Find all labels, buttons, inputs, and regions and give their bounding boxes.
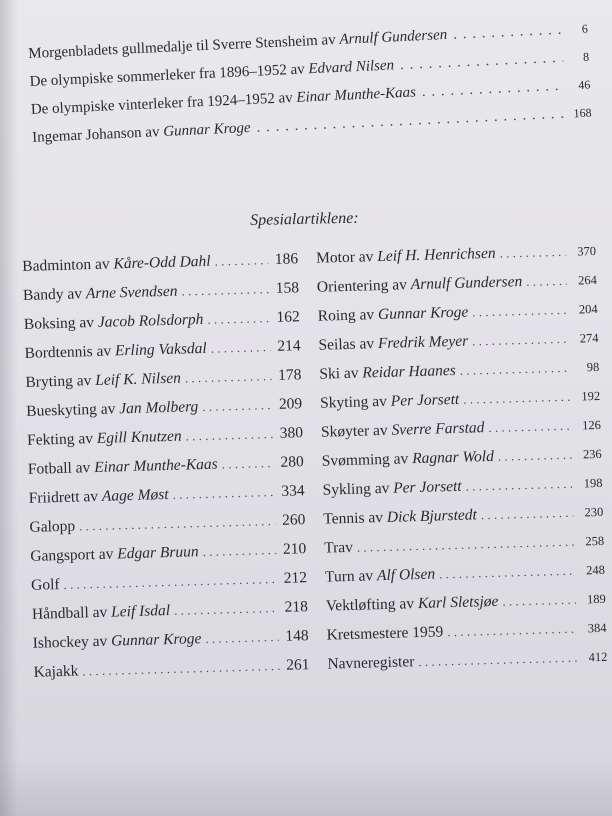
entry-text	[326, 593, 499, 616]
entry-page-number: 168	[573, 105, 592, 121]
entry-author: Edgar Bruun	[117, 543, 199, 563]
entry-author: Gunnar Kroge	[162, 119, 251, 140]
entry-by: av	[83, 487, 99, 506]
dot-leader	[463, 389, 570, 408]
entry-title: Navneregister	[327, 653, 415, 673]
contents-columns	[22, 242, 608, 681]
entry-page-number: 260	[281, 511, 306, 529]
entry-title: Badminton	[22, 256, 92, 275]
entry-text	[326, 623, 443, 644]
entry-author: Gunnar Kroge	[110, 630, 202, 650]
dot-leader	[185, 426, 273, 444]
entry-title: Skøyter	[320, 422, 370, 441]
entry-by: av	[100, 400, 116, 418]
dot-leader	[488, 418, 571, 436]
entry-page-number: 264	[577, 272, 598, 288]
entry-title: Bordtennis	[24, 343, 93, 362]
entry-text	[319, 362, 456, 384]
entry-text	[26, 398, 199, 421]
entry-text	[33, 630, 202, 653]
dot-leader	[202, 397, 272, 415]
entry-by: av	[278, 90, 294, 107]
page-gutter-shadow	[0, 0, 18, 816]
entry-title: Seilas	[318, 335, 356, 354]
entry-title: De olympiske vinterleker fra 1924–1952	[30, 90, 276, 118]
entry-by: av	[79, 314, 95, 332]
dot-leader	[499, 244, 566, 262]
dot-leader	[439, 563, 575, 583]
entry-by: av	[98, 545, 114, 563]
entry-title: Trav	[323, 538, 354, 557]
entry-page-number: 212	[283, 569, 308, 587]
entry-by: av	[76, 372, 92, 390]
entry-page-number: 204	[578, 301, 598, 317]
section-heading: Spesialartiklene:	[250, 209, 359, 229]
entry-by: av	[290, 61, 306, 79]
entry-author: Jacob Rolsdorph	[97, 310, 204, 331]
entry-title: De olympiske sommerleker fra 1896–1952	[29, 62, 288, 90]
entry-page-number: 236	[582, 446, 602, 462]
entry-title: Friidrett	[28, 488, 80, 507]
entry-by: av	[368, 509, 384, 527]
entry-author: Edvard Nilsen	[308, 57, 395, 78]
entry-by: av	[393, 450, 409, 468]
entry-text	[324, 539, 353, 558]
entry-page-number: 158	[275, 279, 300, 297]
entry-text	[318, 333, 468, 355]
entry-author: Gunnar Kroge	[377, 303, 469, 324]
entry-title: Skyting	[319, 393, 369, 412]
entry-by: av	[92, 603, 108, 622]
entry-by: av	[321, 32, 337, 49]
entry-title: Svømming	[321, 450, 391, 470]
entry-by: av	[343, 364, 359, 383]
entry-title: Kretsmestere 1959	[326, 623, 444, 644]
dot-leader	[205, 629, 279, 647]
entry-title: Turn	[324, 567, 355, 586]
entry-title: Motor	[315, 248, 356, 267]
entry-author: Leif H. Henrichsen	[377, 244, 496, 266]
entry-text	[322, 448, 495, 471]
dot-leader	[453, 22, 562, 44]
entry-text	[31, 576, 60, 595]
entry-title: Vektløfting	[325, 595, 396, 615]
dot-leader	[481, 505, 574, 524]
entry-page-number: 46	[578, 77, 591, 93]
entry-title: Bryting	[25, 372, 74, 391]
dot-leader	[502, 592, 576, 610]
entry-title: Fekting	[26, 430, 75, 449]
entry-text	[27, 428, 182, 450]
contents-left-column	[22, 250, 310, 693]
entry-by: av	[372, 392, 388, 411]
entry-text	[28, 486, 168, 508]
entry-author: Alf Olsen	[376, 565, 436, 585]
entry-page-number: 280	[280, 453, 305, 471]
dot-leader	[214, 252, 268, 269]
entry-title: Ski	[319, 365, 341, 383]
entry-author: Einar Munthe-Kaas	[296, 84, 417, 106]
dot-leader	[181, 281, 269, 299]
entry-author: Arne Svendsen	[85, 282, 178, 303]
entry-by: av	[96, 342, 112, 360]
entry-author: Kåre-Odd Dahl	[113, 252, 211, 273]
entry-page-number: 384	[587, 620, 607, 636]
entry-author: Leif K. Nilsen	[94, 369, 182, 390]
entry-author: Karl Sletsjøe	[417, 592, 499, 613]
entry-title: Ingemar Johanson	[31, 124, 142, 146]
entry-text	[28, 456, 218, 479]
entry-page-number: 412	[588, 649, 608, 665]
entry-text	[25, 370, 181, 392]
entry-by: av	[94, 255, 110, 273]
dot-leader	[460, 360, 570, 379]
entry-by: av	[399, 595, 415, 613]
entry-author: Jan Molberg	[119, 398, 199, 418]
entry-by: av	[359, 335, 375, 353]
entry-author: Ragnar Wold	[411, 447, 495, 468]
dot-leader	[447, 621, 577, 641]
entry-text	[22, 253, 211, 276]
dot-leader	[418, 650, 577, 670]
dot-leader	[202, 542, 276, 560]
entry-by: av	[358, 567, 374, 585]
entry-title: Kajakk	[33, 662, 79, 681]
entry-author: Per Jorsett	[390, 390, 460, 410]
entry-text	[322, 478, 462, 500]
entry-title: Gangsport	[30, 546, 96, 565]
entry-author: Fredrik Meyer	[377, 332, 469, 353]
dot-leader	[185, 368, 272, 386]
entry-page-number: 210	[282, 540, 307, 558]
entry-page-number: 98	[586, 359, 600, 375]
entry-page-number: 162	[276, 308, 300, 326]
dot-leader	[472, 331, 569, 350]
entry-title: Roing	[317, 306, 356, 325]
entry-by: av	[359, 306, 375, 324]
entry-page-number: 189	[586, 591, 606, 607]
entry-page-number: 178	[277, 366, 302, 384]
dot-leader	[174, 600, 278, 619]
entry-author: Erling Vaksdal	[114, 339, 207, 360]
entry-by: av	[92, 632, 108, 651]
entry-page-number: 258	[585, 533, 605, 549]
dot-leader	[207, 310, 270, 328]
dot-leader	[172, 484, 274, 503]
entry-page-number: 192	[581, 388, 601, 404]
entry-author: Einar Munthe-Kaas	[93, 455, 218, 477]
entry-page-number: 334	[281, 482, 305, 500]
dot-leader	[221, 455, 274, 472]
entry-title: Fotball	[27, 459, 73, 478]
entry-author: Sverre Farstad	[391, 419, 485, 439]
entry-page-number: 274	[579, 330, 599, 346]
entry-title: Boksing	[23, 314, 76, 333]
entry-page-number: 186	[274, 250, 299, 268]
entry-page-number: 248	[585, 562, 606, 578]
entry-page-number: 214	[277, 337, 301, 355]
entry-by: av	[145, 124, 160, 141]
dot-leader	[498, 447, 572, 465]
entry-by: av	[75, 459, 91, 477]
entry-page-number: 209	[278, 395, 303, 413]
entry-page-number: 218	[284, 598, 309, 616]
dot-leader	[472, 302, 568, 321]
entry-title: Golf	[30, 576, 60, 594]
entry-title: Ishockey	[32, 633, 89, 652]
intro-contents-list	[28, 21, 593, 158]
entry-text	[23, 283, 178, 305]
entry-page-number: 126	[581, 417, 602, 433]
entry-page-number: 148	[285, 627, 309, 645]
entry-by: av	[358, 248, 374, 266]
entry-text	[323, 506, 477, 528]
entry-title: Bandy	[22, 285, 64, 304]
entry-title: Bueskyting	[26, 400, 98, 420]
entry-title: Orientering	[316, 276, 389, 296]
entry-by: av	[78, 430, 94, 448]
entry-text	[32, 602, 171, 624]
entry-text	[320, 391, 460, 413]
entry-text	[321, 419, 485, 442]
dot-leader	[82, 658, 280, 680]
dot-leader	[357, 534, 575, 556]
entry-author: Arnulf Gundersen	[410, 273, 523, 294]
entry-title: Morgenbladets gullmedalje til Sverre Stensheim	[28, 32, 319, 62]
entry-author: Arnulf Gundersen	[339, 26, 448, 48]
entry-text	[318, 304, 469, 326]
entry-page-number: 6	[581, 21, 589, 36]
dot-leader	[211, 339, 271, 357]
entry-by: av	[391, 276, 408, 294]
entry-author: Reidar Haanes	[362, 361, 457, 382]
entry-title: Galopp	[29, 517, 76, 536]
entry-title: Håndball	[31, 604, 89, 623]
entry-text	[24, 311, 204, 334]
entry-author: Per Jorsett	[392, 477, 462, 497]
dot-leader	[79, 513, 276, 534]
dot-leader	[63, 571, 277, 593]
entry-title: Sykling	[322, 480, 372, 499]
entry-text	[316, 245, 496, 268]
entry-author: Egill Knutzen	[96, 427, 182, 447]
entry-page-number: 261	[285, 656, 310, 674]
entry-page-number: 230	[584, 504, 604, 520]
entry-title: Tennis	[323, 509, 365, 528]
entry-by: av	[374, 479, 390, 498]
entry-author: Aage Møst	[101, 486, 169, 505]
entry-author: Dick Bjurstedt	[386, 506, 478, 526]
dot-leader	[465, 476, 572, 495]
page-bottom-shadow	[0, 756, 612, 816]
contents-right-column	[316, 242, 608, 685]
entry-by: av	[67, 285, 83, 303]
entry-page-number: 370	[577, 243, 597, 259]
dot-leader	[526, 273, 567, 290]
entry-text	[30, 543, 199, 566]
entry-author: Leif Isdal	[110, 602, 171, 621]
entry-text	[325, 566, 436, 587]
entry-page-number: 198	[583, 475, 603, 491]
entry-text	[24, 340, 207, 363]
entry-text	[327, 653, 414, 673]
entry-text	[29, 518, 75, 537]
entry-text	[33, 663, 78, 682]
entry-page-number: 8	[582, 49, 590, 64]
entry-by: av	[372, 421, 388, 440]
entry-page-number: 380	[279, 424, 304, 442]
